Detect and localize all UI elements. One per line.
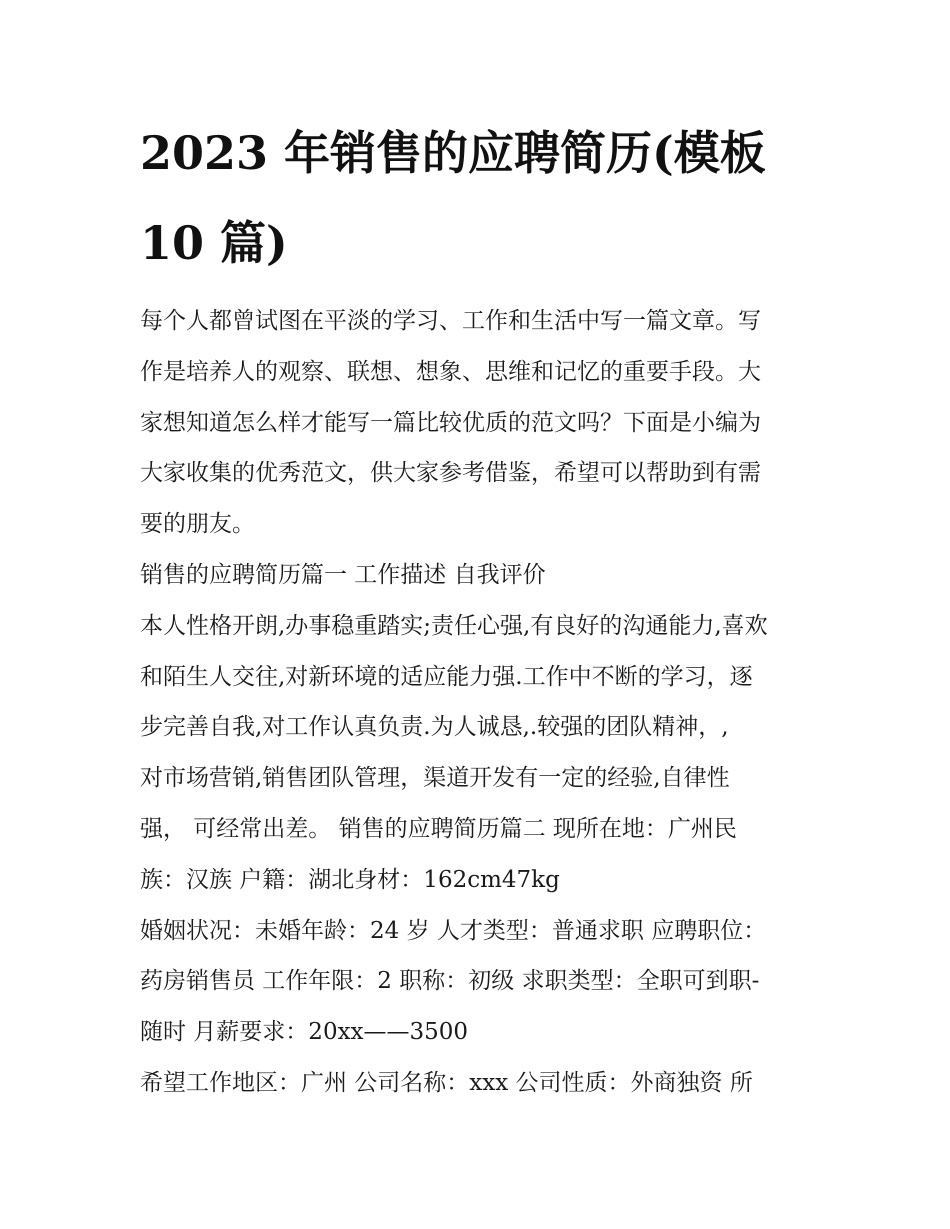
- title-line: 10 篇): [140, 216, 288, 270]
- document-body: [140, 296, 815, 1109]
- body-line: 每个人都曾试图在平淡的学习、工作和生活中写一篇文章。写: [140, 308, 761, 334]
- body-line: 作是培养人的观察、联想、想象、思维和记忆的重要手段。大: [140, 358, 761, 385]
- body-line: 随时 月薪要求：20xx——3500: [140, 1019, 469, 1046]
- body-line: 要的朋友。: [140, 511, 255, 538]
- body-line: 药房销售员 工作年限：2 职称：初级 求职类型：全职可到职-: [140, 968, 760, 995]
- body-line: 族：汉族 户籍：湖北身材：162cm47kg: [140, 866, 560, 893]
- body-line: 婚姻状况：未婚年龄：24 岁 人才类型：普通求职 应聘职位：: [140, 917, 767, 944]
- body-line: 对市场营销,销售团队管理，渠道开发有一定的经验,自律性: [140, 765, 730, 792]
- document-page: [140, 108, 815, 1109]
- section-heading-line: 销售的应聘简历篇一 工作描述 自我评价: [140, 561, 546, 588]
- body-line: 步完善自我,对工作认真负责.为人诚恳,.较强的团队精神，,: [140, 714, 729, 741]
- body-line: 希望工作地区：广州 公司名称：xxx 公司性质：外商独资 所: [140, 1069, 753, 1096]
- body-line: 大家收集的优秀范文，供大家参考借鉴，希望可以帮助到有需: [140, 460, 761, 487]
- body-line: 和陌生人交往,对新环境的适应能力强.工作中不断的学习，逐: [140, 663, 753, 690]
- body-line: 家想知道怎么样才能写一篇比较优质的范文吗？下面是小编为: [140, 409, 761, 436]
- body-line: 强， 可经常出差。 销售的应聘简历篇二 现所在地：广州民: [140, 815, 737, 842]
- document-title: [140, 108, 815, 288]
- body-line: 本人性格开朗,办事稳重踏实;责任心强,有良好的沟通能力,喜欢: [140, 612, 768, 639]
- title-line: 2023 年销售的应聘简历(模板: [140, 126, 766, 180]
